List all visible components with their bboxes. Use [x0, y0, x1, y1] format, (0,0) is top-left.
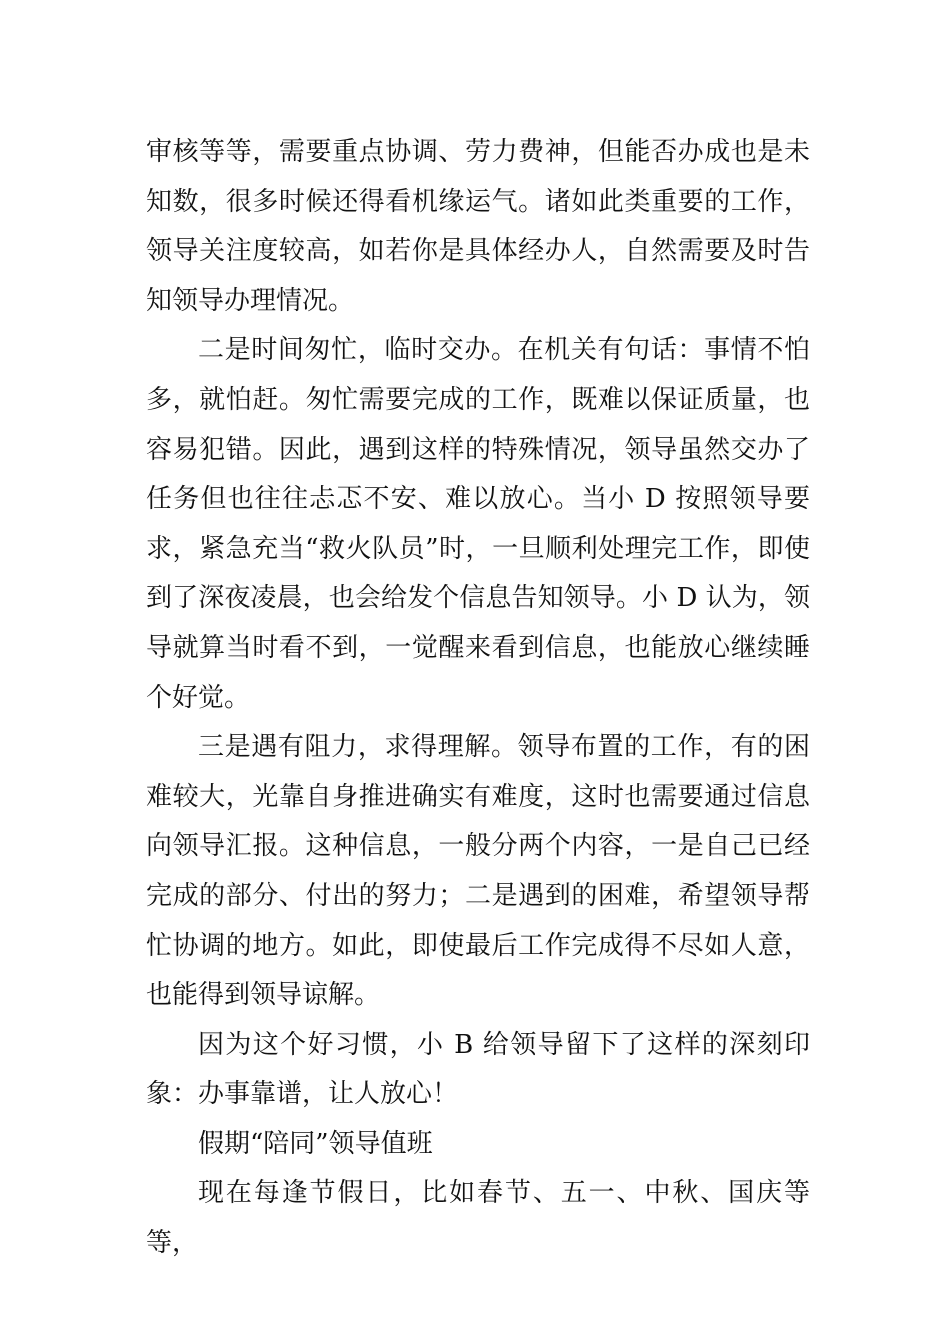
paragraph-holiday: 现在每逢节假日，比如春节、五一、中秋、国庆等等，	[146, 1178, 810, 1259]
paragraph-time-pressure: 二是时间匆忙，临时交办。在机关有句话：事情不怕多，就怕赶。匆忙需要完成的工作，既难以保证质量，也容易犯错。因此，遇到这样的特殊情况，领导虽然交办了任务但也往往忐忑不安、难以放心。当小 D 按照领导要求，紧急充当“救火队员”时，一旦顺利处理完工作，即使到了深夜凌晨，也会给发个信息告知领导。小 D 认为，领导就算当时看不到，一觉醒来看到信息，也能放心继续睡个好觉。	[146, 335, 810, 713]
paragraph-continued: 审核等等，需要重点协调、劳力费神，但能否办成也是未知数，很多时候还得看机缘运气。诸如此类重要的工作，领导关注度较高，如若你是具体经办人，自然需要及时告知领导办理情况。	[146, 137, 810, 316]
paragraph-good-habit: 因为这个好习惯，小 B 给领导留下了这样的深刻印象：办事靠谱，让人放心！	[146, 1029, 810, 1110]
section-heading: 假期“陪同”领导值班	[198, 1128, 433, 1159]
paragraph-obstacles: 三是遇有阻力，求得理解。领导布置的工作，有的困难较大，光靠自身推进确实有难度，这时也需要通过信息向领导汇报。这种信息，一般分两个内容，一是自己已经完成的部分、付出的努力；二是遇到的困难，希望领导帮忙协调的地方。如此，即使最后工作完成得不尽如人意，也能得到领导谅解。	[146, 732, 810, 1011]
document-body	[146, 128, 810, 1269]
